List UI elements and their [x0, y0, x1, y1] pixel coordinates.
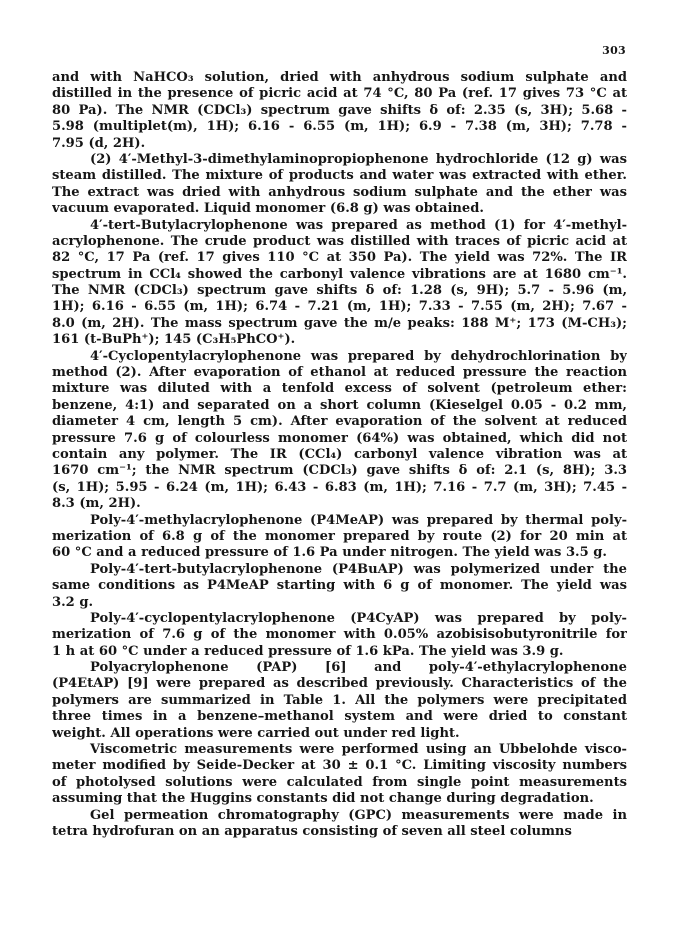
text-line: polymers are summarized in Table 1. All the polymers were precipitated [52, 692, 627, 708]
text-line: same conditions as P4MeAP starting with 6 g of monomer. The yield was [52, 578, 627, 594]
text-line: 3.2 g. [52, 594, 94, 610]
text-line: 60 °C and a reduced pressure of 1.6 Pa under nitrogen. The yield was 3.5 g. [52, 545, 607, 561]
text-line: merization of 6.8 g of the monomer prepared by route (2) for 20 min at [52, 528, 627, 544]
text-line: vacuum evaporated. Liquid monomer (6.8 g) was obtained. [52, 201, 484, 217]
text-line: three times in a benzene–methanol system and were dried to constant [52, 709, 627, 725]
text-line: merization of 7.6 g of the monomer with 0.05% azobisisobutyronitrile for [52, 627, 627, 643]
text-line: meter modified by Seide-Decker at 30 ± 0.1 °C. Limiting viscosity numbers [52, 758, 627, 774]
text-line: benzene, 4:1) and separated on a short column (Kieselgel 0.05 - 0.2 mm, [52, 397, 627, 413]
text-line: Gel permeation chromatography (GPC) measurements were made in [90, 807, 627, 823]
text-line: pressure 7.6 g of colourless monomer (64%) was obtained, which did not [52, 430, 627, 446]
text-line: diameter 4 cm, length 5 cm). After evaporation of the solvent at reduced [52, 414, 627, 430]
text-line: Poly-4′-cyclopentylacrylophenone (P4CyAP) was prepared by poly- [90, 610, 627, 626]
text-line: contain any polymer. The IR (CCl₄) carbonyl valence vibration was at [52, 446, 627, 462]
text-line: The extract was dried with anhydrous sodium sulphate and the ether was [52, 184, 627, 200]
text-line: and with NaHCO₃ solution, dried with anhydrous sodium sulphate and [52, 70, 627, 85]
text-line: Polyacrylophenone (PAP) [6] and poly-4′-ethylacrylophenone [90, 660, 627, 676]
text-line: (2) 4′-Methyl-3-dimethylaminopropiophenone hydrochloride (12 g) was [90, 151, 627, 167]
text-line: 4′-tert-Butylacrylophenone was prepared as method (1) for 4′-methyl- [90, 217, 627, 233]
text-line: (s, 1H); 5.95 - 6.24 (m, 1H); 6.43 - 6.83 (m, 1H); 7.16 - 7.7 (m, 3H); 7.45 - [52, 479, 627, 495]
text-line: 5.98 (multiplet(m), 1H); 6.16 - 6.55 (m, 1H); 6.9 - 7.38 (m, 3H); 7.78 - [52, 119, 627, 135]
text-line: assuming that the Huggins constants did not change during degradation. [52, 791, 594, 807]
text-line: Poly-4′-tert-butylacrylophenone (P4BuAP) was polymerized under the [90, 561, 627, 577]
text-line: 80 Pa). The NMR (CDCl₃) spectrum gave shifts δ of: 2.35 (s, 3H); 5.68 - [52, 102, 627, 118]
text-line: (P4EtAP) [9] were prepared as described previously. Characteristics of the [52, 676, 627, 692]
text-line: 8.3 (m, 2H). [52, 496, 141, 512]
text-line: 82 °C, 17 Pa (ref. 17 gives 110 °C at 350 Pa). The yield was 72%. The IR [52, 250, 627, 266]
body-text [52, 70, 627, 840]
text-line: distilled in the presence of picric acid at 74 °C, 80 Pa (ref. 17 gives 73 °C at [52, 86, 627, 102]
text-line: method (2). After evaporation of ethanol at reduced pressure the reaction [52, 365, 627, 381]
text-line: 4′-Cyclopentylacrylophenone was prepared by dehydrochlorination by [90, 348, 627, 364]
text-line: Viscometric measurements were performed using an Ubbelohde visco- [90, 742, 627, 758]
text-line: The NMR (CDCl₃) spectrum gave shifts δ of: 1.28 (s, 9H); 5.7 - 5.96 (m, [52, 283, 627, 299]
text-line: steam distilled. The mixture of products and water was extracted with ether. [52, 168, 627, 184]
text-line: 1670 cm⁻¹; the NMR spectrum (CDCl₃) gave shifts δ of: 2.1 (s, 8H); 3.3 [52, 463, 627, 479]
text-line: of photolysed solutions were calculated from single point measurements [52, 774, 627, 790]
text-line: 161 (t-BuPh⁺); 145 (C₃H₅PhCO⁺). [52, 332, 296, 348]
text-line: 8.0 (m, 2H). The mass spectrum gave the m/e peaks: 188 M⁺; 173 (M-CH₃); [52, 315, 627, 331]
text-line: acrylophenone. The crude product was distilled with traces of picric acid at [52, 233, 627, 249]
text-line: tetra hydrofuran on an apparatus consisting of seven all steel columns [52, 823, 572, 839]
text-line: spectrum in CCl₄ showed the carbonyl valence vibrations are at 1680 cm⁻¹. [52, 266, 627, 282]
text-line: Poly-4′-methylacrylophenone (P4MeAP) was prepared by thermal poly- [90, 512, 627, 528]
text-line: weight. All operations were carried out under red light. [52, 725, 460, 741]
text-line: mixture was diluted with a tenfold excess of solvent (petroleum ether: [52, 381, 627, 397]
text-line: 1 h at 60 °C under a reduced pressure of 1.6 kPa. The yield was 3.9 g. [52, 643, 564, 659]
text-line: 7.95 (d, 2H). [52, 135, 146, 151]
text-line: 1H); 6.16 - 6.55 (m, 1H); 6.74 - 7.21 (m, 1H); 7.33 - 7.55 (m, 2H); 7.67 - [52, 299, 627, 315]
page-number: 303 [602, 44, 626, 57]
